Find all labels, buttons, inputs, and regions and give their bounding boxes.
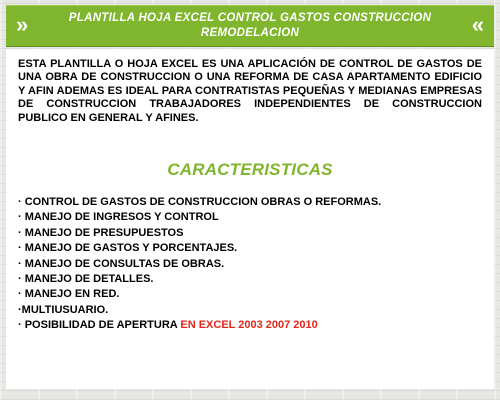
- feature-item-gastos-porcentajes: · MANEJO DE GASTOS Y PORCENTAJES.: [18, 242, 238, 255]
- feature-item-consultas: · MANEJO DE CONSULTAS DE OBRAS.: [18, 257, 225, 270]
- intro-paragraph: ESTA PLANTILLA O HOJA EXCEL ES UNA APLICACIÓN DE CONTROL DE GASTOS DE UNA OBRA DE CONSTRUCCION O UNA REFORMA DE CASA APARTAMENTO EDIFICIO Y AFIN ADEMAS ES IDEAL PARA CONTRATISTAS PEQUEÑAS Y MEDIANAS EMPRESAS DE CONSTRUCCION TRABAJADORES INDEPENDIENTES DE CONSTRUCCION PUBLICO EN GENERAL Y AFINES.: [18, 58, 482, 124]
- feature-item-detalles: · MANEJO DE DETALLES.: [18, 273, 154, 286]
- chevron-left-double-icon: «: [471, 12, 480, 37]
- feature-item-multiusuario: ·MULTIUSUARIO.: [18, 303, 109, 316]
- banner-title-line-2: REMODELACION: [200, 27, 300, 39]
- section-title: CARACTERISTICAS: [167, 160, 333, 179]
- feature-item-red: · MANEJO EN RED.: [18, 288, 120, 301]
- feature-item-apertura: [18, 318, 488, 333]
- feature-item-control-gastos: · CONTROL DE GASTOS DE CONSTRUCCION OBRAS O REFORMAS.: [18, 196, 382, 208]
- feature-item-presupuestos: · MANEJO DE PRESUPUESTOS: [18, 226, 184, 239]
- banner-title-line-1: PLANTILLA HOJA EXCEL CONTROL GASTOS CONSTRUCCION: [68, 12, 432, 24]
- chevron-right-double-icon: »: [16, 12, 25, 37]
- feature-excel-versions: EN EXCEL 2003 2007 2010: [180, 319, 318, 332]
- title-banner: [6, 5, 494, 47]
- content-panel: [6, 49, 494, 389]
- feature-apertura-label: · POSIBILIDAD DE APERTURA: [18, 319, 181, 332]
- banner-title: [56, 11, 444, 41]
- feature-item-ingresos: · MANEJO DE INGRESOS Y CONTROL: [18, 211, 219, 224]
- features-list: [18, 195, 488, 334]
